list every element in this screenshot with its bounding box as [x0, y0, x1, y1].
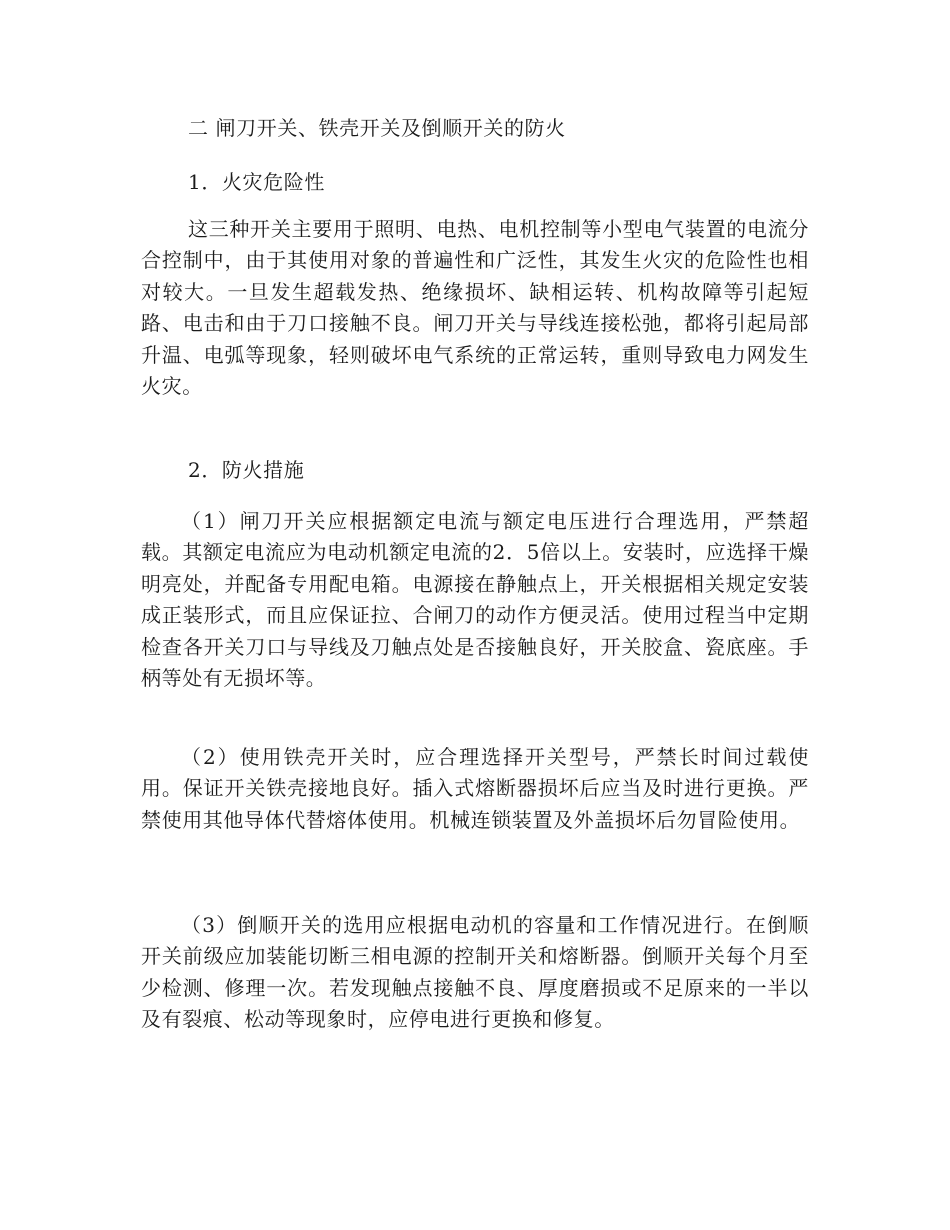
section-heading: 二 闸刀开关、铁壳开关及倒顺开关的防火 — [188, 116, 566, 140]
paragraph-measure-2: （2）使用铁壳开关时，应合理选择开关型号，严禁长时间过载使用。保证开关铁壳接地良好。插入式熔断器损坏后应当及时进行更换。严禁使用其他导体代替熔体使用。机械连锁装置及外盖损坏后勿冒险使用。 — [141, 745, 809, 832]
paragraph-measure-3: （3）倒顺开关的选用应根据电动机的容量和工作情况进行。在倒顺开关前级应加装能切断三相电源的控制开关和熔断器。倒顺开关每个月至少检测、修理一次。若发现触点接触不良、厚度磨损或不足原来的一半以及有裂痕、松动等现象时，应停电进行更换和修复。 — [141, 913, 809, 1032]
paragraph-measure-1: （1）闸刀开关应根据额定电流与额定电压进行合理选用，严禁超载。其额定电流应为电动机额定电流的2．5倍以上。安装时，应选择干燥明亮处，并配备专用配电箱。电源接在静触点上，开关根据相关规定安装成正装形式，而且应保证拉、合闸刀的动作方便灵活。使用过程当中定期检查各开关刀口与导线及刀触点处是否接触良好，开关胶盒、瓷底座。手柄等处有无损坏等。 — [141, 509, 809, 691]
paragraph-fire-hazard: 这三种开关主要用于照明、电热、电机控制等小型电气装置的电流分合控制中，由于其使用对象的普遍性和广泛性，其发生火灾的危险性也相对较大。一旦发生超载发热、绝缘损坏、缺相运转、机构故障等引起短路、电击和由于刀口接触不良。闸刀开关与导线连接松弛，都将引起局部升温、电弧等现象，轻则破坏电气系统的正常运转，重则导致电力网发生火灾。 — [141, 217, 809, 399]
subsection-heading-fire-prevention: 2．防火措施 — [188, 458, 305, 482]
subsection-heading-fire-hazard: 1．火灾危险性 — [188, 170, 325, 194]
